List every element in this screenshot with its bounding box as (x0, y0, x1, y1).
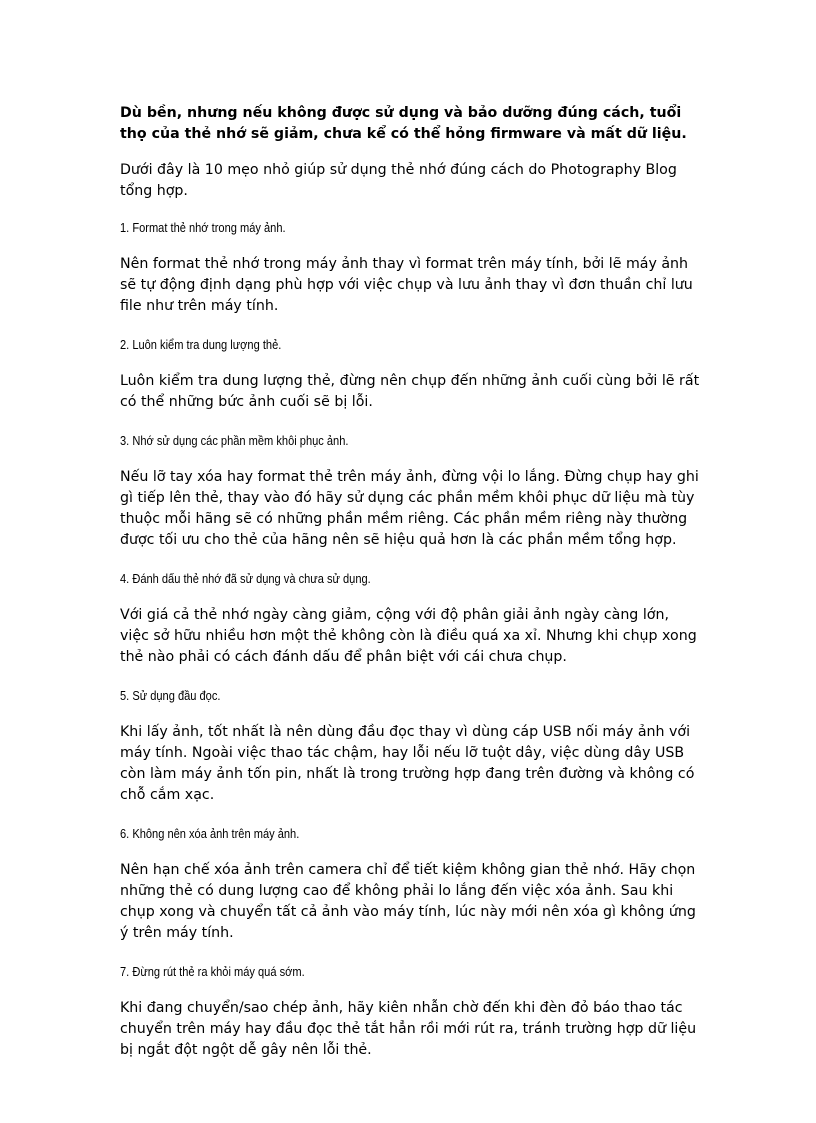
tip-4 (120, 570, 700, 668)
intro-paragraph: Dưới đây là 10 mẹo nhỏ giúp sử dụng thẻ nhớ đúng cách do Photography Blog tổng hợp. (120, 162, 677, 199)
tip-heading: 7. Đừng rút thẻ ra khỏi máy quá sớm. (120, 965, 305, 979)
tip-6 (120, 825, 700, 944)
tip-heading: 3. Nhớ sử dụng các phần mềm khôi phục ảnh. (120, 434, 349, 448)
tip-body: Với giá cả thẻ nhớ ngày càng giảm, cộng với độ phân giải ảnh ngày càng lớn, việc sở hữu nhiều hơn một thẻ không còn là điều quá xa xỉ. Nhưng khi chụp xong thẻ nào phải có cách đánh dấu để phân biệt với cái chưa chụp. (120, 607, 697, 665)
tip-heading: 4. Đánh dấu thẻ nhớ đã sử dụng và chưa sử dụng. (120, 572, 371, 586)
tip-5 (120, 687, 700, 806)
tip-heading: 5. Sử dụng đầu đọc. (120, 689, 221, 703)
tip-heading: 2. Luôn kiểm tra dung lượng thẻ. (120, 338, 282, 352)
document-page (120, 103, 700, 1080)
tip-1 (120, 219, 700, 317)
tip-2 (120, 336, 700, 413)
lead-paragraph: Dù bền, nhưng nếu không được sử dụng và bảo dưỡng đúng cách, tuổi thọ của thẻ nhớ sẽ giảm, chưa kể có thể hỏng firmware và mất dữ liệu. (120, 105, 687, 142)
tip-7 (120, 963, 700, 1061)
tip-body: Nếu lỡ tay xóa hay format thẻ trên máy ảnh, đừng vội lo lắng. Đừng chụp hay ghi gì tiếp lên thẻ, thay vào đó hãy sử dụng các phần mềm khôi phục dữ liệu mà tùy thuộc mỗi hãng sẽ có những phần mềm riêng. Các phần mềm riêng này thường được tối ưu cho thẻ của hãng nên sẽ hiệu quả hơn là các phần mềm tổng hợp. (120, 469, 699, 548)
tip-heading: 6. Không nên xóa ảnh trên máy ảnh. (120, 827, 300, 841)
tip-3 (120, 432, 700, 551)
tip-heading: 1. Format thẻ nhớ trong máy ảnh. (120, 221, 286, 235)
tip-body: Nên hạn chế xóa ảnh trên camera chỉ để tiết kiệm không gian thẻ nhớ. Hãy chọn những thẻ có dung lượng cao để không phải lo lắng đến việc xóa ảnh. Sau khi chụp xong và chuyển tất cả ảnh vào máy tính, lúc này mới nên xóa gì không ứng ý trên máy tính. (120, 862, 696, 941)
tip-body: Khi đang chuyển/sao chép ảnh, hãy kiên nhẫn chờ đến khi đèn đỏ báo thao tác chuyển trên máy hay đầu đọc thẻ tắt hẳn rồi mới rút ra, tránh trường hợp dữ liệu bị ngắt đột ngột dễ gây nên lỗi thẻ. (120, 1000, 697, 1058)
tip-body: Khi lấy ảnh, tốt nhất là nên dùng đầu đọc thay vì dùng cáp USB nối máy ảnh với máy tính. Ngoài việc thao tác chậm, hay lỗi nếu lỡ tuột dây, việc dùng dây USB còn làm máy ảnh tốn pin, nhất là trong trường hợp đang trên đường và không có chỗ cắm xạc. (120, 724, 695, 803)
tip-body: Luôn kiểm tra dung lượng thẻ, đừng nên chụp đến những ảnh cuối cùng bởi lẽ rất có thể những bức ảnh cuối sẽ bị lỗi. (120, 373, 700, 410)
tip-body: Nên format thẻ nhớ trong máy ảnh thay vì format trên máy tính, bởi lẽ máy ảnh sẽ tự động định dạng phù hợp với việc chụp và lưu ảnh thay vì đơn thuần chỉ lưu file như trên máy tính. (120, 256, 693, 314)
